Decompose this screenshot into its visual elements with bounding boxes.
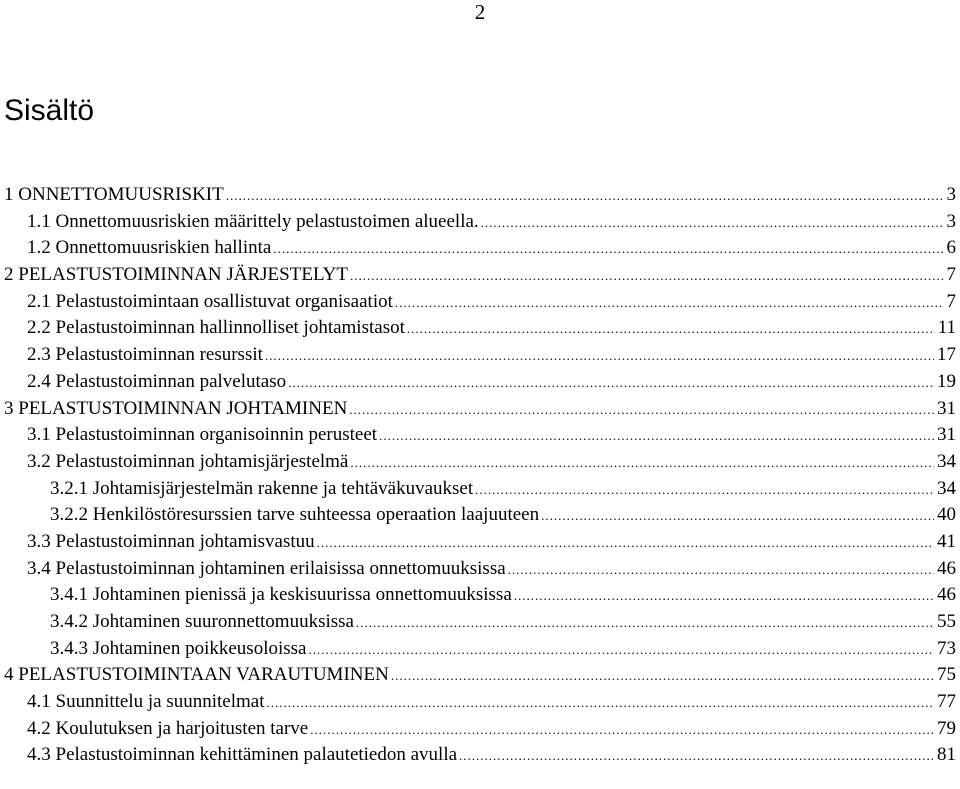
toc-entry-page: 34	[937, 450, 956, 472]
toc-entry-page: 31	[937, 397, 956, 419]
toc-entry-title: 1 ONNETTOMUUSRISKIT	[4, 184, 224, 205]
toc-entry-title: 4.2 Koulutuksen ja harjoitusten tarve	[27, 717, 309, 739]
toc-entry-title: 3.1 Pelastustoiminnan organisoinnin perusteet	[27, 424, 378, 446]
toc-dot-leader	[266, 690, 934, 717]
toc-entry-title: 3.4 Pelastustoiminnan johtaminen erilaisissa onnettomuuksissa	[27, 557, 506, 579]
toc-dot-leader	[317, 530, 934, 557]
toc-entry-title: 4.3 Pelastustoiminnan kehittäminen palautetiedon avulla	[27, 744, 458, 766]
toc-dot-leader	[265, 343, 934, 370]
toc-entry[interactable]	[4, 369, 956, 396]
toc-entry-page: 34	[937, 477, 956, 499]
toc-entry[interactable]	[4, 235, 956, 262]
toc-entry-title: 3.3 Pelastustoiminnan johtamisvastuu	[27, 530, 315, 552]
toc-entry[interactable]	[4, 262, 956, 289]
toc-entry-page: 11	[937, 317, 956, 339]
toc-entry[interactable]	[4, 182, 956, 209]
toc-entry-page: 3	[946, 210, 956, 232]
toc-entry[interactable]	[4, 396, 956, 423]
toc-dot-leader	[459, 743, 934, 770]
toc-entry[interactable]	[4, 742, 956, 769]
toc-entry[interactable]	[4, 609, 956, 636]
toc-entry[interactable]	[4, 662, 956, 689]
toc-entry-title: 3.2.2 Henkilöstöresurssien tarve suhteessa operaation laajuuteen	[50, 504, 540, 526]
toc-entry-page: 3	[946, 184, 956, 205]
toc-entry[interactable]	[4, 289, 956, 316]
toc-entry[interactable]	[4, 476, 956, 503]
toc-dot-leader	[514, 583, 934, 610]
toc-entry-page: 46	[937, 584, 956, 606]
toc-entry-page: 75	[937, 664, 956, 686]
toc-entry[interactable]	[4, 716, 956, 743]
toc-entry[interactable]	[4, 582, 956, 609]
toc-entry[interactable]	[4, 502, 956, 529]
toc-entry-page: 55	[937, 611, 956, 632]
toc-entry-title: 1.1 Onnettomuusriskien määrittely pelastustoimen alueella.	[27, 210, 479, 232]
toc-entry-page: 77	[937, 691, 956, 713]
toc-entry-title: 2.4 Pelastustoiminnan palvelutaso	[27, 370, 287, 392]
toc-entry-title: 3.4.1 Johtaminen pienissä ja keskisuurissa onnettomuuksissa	[50, 584, 512, 606]
toc-entry[interactable]	[4, 556, 956, 583]
toc-entry[interactable]	[4, 689, 956, 716]
toc-entry-page: 19	[937, 370, 956, 392]
toc-entry-page: 46	[937, 557, 956, 579]
page-number: 2	[474, 0, 486, 24]
toc-entry-title: 3.4.3 Johtaminen poikkeusoloissa	[50, 637, 307, 659]
toc-dot-leader	[541, 503, 934, 530]
toc-entry-title: 3.2 Pelastustoiminnan johtamisjärjestelmä	[27, 450, 349, 472]
toc-entry-page: 40	[937, 504, 956, 526]
toc-entry-title: 3 PELASTUSTOIMINNAN JOHTAMINEN	[4, 397, 348, 419]
toc-entry-page: 73	[937, 637, 956, 659]
toc-entry[interactable]	[4, 342, 956, 369]
toc-entry-title: 3.4.2 Johtaminen suuronnettomuuksissa	[50, 611, 354, 632]
toc-dot-leader	[273, 236, 943, 263]
toc-entry-page: 17	[937, 344, 956, 366]
toc-entry[interactable]	[4, 422, 956, 449]
toc-entry-page: 41	[937, 530, 956, 552]
toc-entry-page: 7	[946, 290, 956, 312]
toc-entry-title: 1.2 Onnettomuusriskien hallinta	[27, 237, 272, 259]
toc-dot-leader	[310, 717, 934, 744]
toc-dot-leader	[356, 610, 934, 637]
toc-entry-title: 3.2.1 Johtamisjärjestelmän rakenne ja tehtäväkuvaukset	[50, 477, 474, 499]
toc-entry-title: 4.1 Suunnittelu ja suunnitelmat	[27, 691, 265, 713]
toc-dot-leader	[407, 316, 935, 343]
toc-dot-leader	[475, 477, 934, 504]
toc-entry-title: 2 PELASTUSTOIMINNAN JÄRJESTELYT	[4, 264, 348, 286]
toc-dot-leader	[349, 397, 934, 424]
toc-entry-title: 4 PELASTUSTOIMINTAAN VARAUTUMINEN	[4, 664, 389, 686]
toc-entry-title: 2.1 Pelastustoimintaan osallistuvat organisaatiot	[27, 290, 393, 312]
toc-entry[interactable]	[4, 636, 956, 663]
toc-dot-leader	[391, 663, 934, 690]
toc-entry-page: 31	[937, 424, 956, 446]
toc-entry[interactable]	[4, 529, 956, 556]
toc-dot-leader	[481, 210, 944, 237]
toc-dot-leader	[508, 557, 934, 584]
toc-dot-leader	[395, 290, 944, 317]
toc-entry[interactable]	[4, 449, 956, 476]
toc-entry-page: 7	[946, 264, 956, 286]
toc-dot-leader	[226, 183, 944, 210]
toc-entry-title: 2.3 Pelastustoiminnan resurssit	[27, 344, 263, 366]
toc-entry[interactable]	[4, 209, 956, 236]
toc-entry[interactable]	[4, 315, 956, 342]
contents-heading: Sisältö	[4, 94, 95, 127]
table-of-contents	[4, 182, 956, 769]
toc-entry-page: 6	[946, 237, 956, 259]
toc-dot-leader	[308, 637, 934, 664]
toc-dot-leader	[350, 450, 934, 477]
toc-dot-leader	[379, 423, 934, 450]
toc-entry-page: 79	[937, 717, 956, 739]
toc-dot-leader	[350, 263, 944, 290]
toc-dot-leader	[288, 370, 934, 397]
toc-entry-title: 2.2 Pelastustoiminnan hallinnolliset johtamistasot	[27, 317, 405, 339]
toc-entry-page: 81	[937, 744, 956, 766]
